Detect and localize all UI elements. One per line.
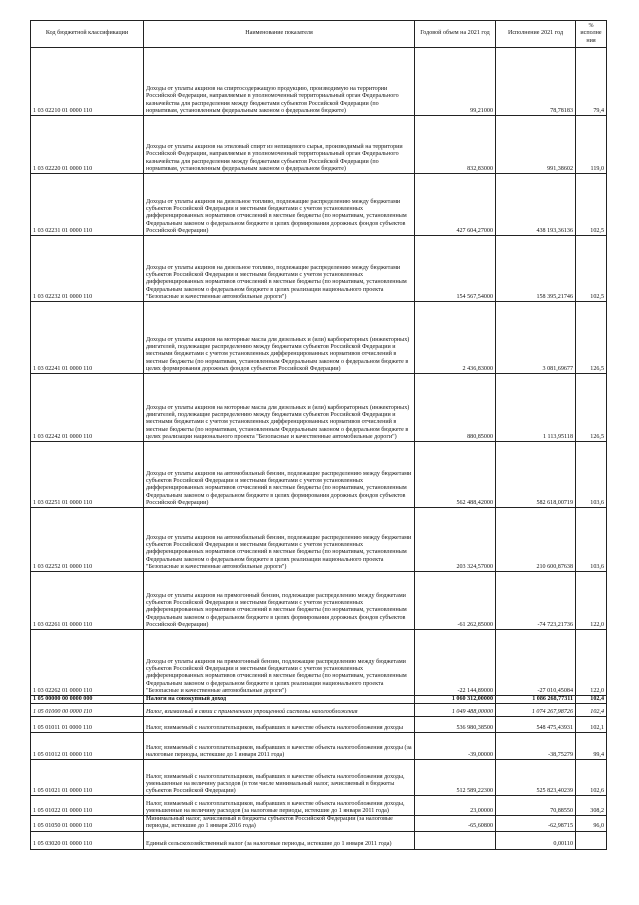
table-row <box>31 704 607 717</box>
cell-plan: 880,85000 <box>415 374 496 442</box>
cell-code: 1 03 02232 01 0000 110 <box>31 236 144 302</box>
cell-plan: 512 589,22300 <box>415 760 496 796</box>
cell-fact: 582 618,00719 <box>496 442 576 508</box>
cell-fact: 1 086 268,77311 <box>496 696 576 704</box>
cell-fact: -62,98715 <box>496 816 576 831</box>
cell-plan: 1 049 488,00000 <box>415 704 496 717</box>
table-row <box>31 442 607 508</box>
cell-percent <box>576 831 607 849</box>
table-row <box>31 796 607 816</box>
header-name: Наименование показателя <box>144 21 415 48</box>
cell-percent: 102,4 <box>576 704 607 717</box>
cell-percent: 308,2 <box>576 796 607 816</box>
cell-name: Доходы от уплаты акцизов на дизельное топливо, подлежащие распределению между бюджетами субъектов Российской Федерации и местными бюджетами с учетом установленных дифференцированных нормативов отчислений в местные бюджеты (по нормативам, установленным Федеральным законом о федеральном бюджете в целях реализации национального проекта "Безопасные и качественные автомобильные дороги") <box>144 236 415 302</box>
table-row <box>31 236 607 302</box>
cell-percent: 126,5 <box>576 374 607 442</box>
cell-plan: 427 604,27000 <box>415 174 496 236</box>
cell-percent: 103,6 <box>576 442 607 508</box>
cell-percent: 103,6 <box>576 508 607 572</box>
cell-code: 1 03 02210 01 0000 110 <box>31 48 144 116</box>
cell-fact: 158 395,21746 <box>496 236 576 302</box>
cell-name: Налоги на совокупный доход <box>144 696 415 704</box>
table-row <box>31 174 607 236</box>
cell-percent: 102,5 <box>576 236 607 302</box>
cell-name: Минимальный налог, зачисляемый в бюджеты субъектов Российской Федерации (за налоговые периоды, истекшие до 1 января 2016 года) <box>144 816 415 831</box>
cell-code: 1 05 01021 01 0000 110 <box>31 760 144 796</box>
cell-percent: 79,4 <box>576 48 607 116</box>
cell-plan: 203 324,57000 <box>415 508 496 572</box>
cell-code: 1 03 02252 01 0000 110 <box>31 508 144 572</box>
cell-code: 1 03 02220 01 0000 110 <box>31 116 144 174</box>
cell-code: 1 05 00000 00 0000 000 <box>31 696 144 704</box>
cell-fact: -27 010,45084 <box>496 630 576 696</box>
cell-fact: 210 600,87638 <box>496 508 576 572</box>
cell-percent: 99,4 <box>576 733 607 760</box>
cell-percent: 119,0 <box>576 116 607 174</box>
cell-plan: 536 980,38500 <box>415 717 496 733</box>
cell-code: 1 03 02251 01 0000 110 <box>31 442 144 508</box>
cell-code: 1 05 01011 01 0000 110 <box>31 717 144 733</box>
cell-plan: 1 060 312,00000 <box>415 696 496 704</box>
cell-code: 1 03 02261 01 0000 110 <box>31 572 144 630</box>
cell-percent: 122,0 <box>576 572 607 630</box>
cell-fact: 1 113,95118 <box>496 374 576 442</box>
cell-name: Доходы от уплаты акцизов на прямогонный бензин, подлежащие распределению между бюджетами субъектов Российской Федерации и местными бюджетами с учетом установленных дифференцированных нормативов отчислений в местные бюджеты (по нормативам, установленным Федеральным законом о федеральном бюджете в целях формирования дорожных фондов субъектов Российской Федерации) <box>144 572 415 630</box>
table-row <box>31 733 607 760</box>
cell-percent: 126,5 <box>576 302 607 374</box>
cell-name: Единый сельскохозяйственный налог (за налоговые периоды, истекшие до 1 января 2011 года) <box>144 831 415 849</box>
cell-name: Налог, взимаемый с налогоплательщиков, выбравших в качестве объекта налогообложения доходы <box>144 717 415 733</box>
header-percent: % исполне ния <box>576 21 607 48</box>
cell-fact: 3 081,69677 <box>496 302 576 374</box>
cell-name: Доходы от уплаты акцизов на прямогонный бензин, подлежащие распределению между бюджетами субъектов Российской Федерации и местными бюджетами с учетом установленных дифференцированных нормативов отчислений в местные бюджеты (по нормативам, установленным Федеральным законом о федеральном бюджете в целях реализации национального проекта "Безопасные и качественные автомобильные дороги") <box>144 630 415 696</box>
cell-name: Доходы от уплаты акцизов на моторные масла для дизельных и (или) карбюраторных (инжекторных) двигателей, подлежащие распределению между бюджетами субъектов Российской Федерации и местными бюджетами с учетом установленных дифференцированных нормативов отчислений в местные бюджеты (по нормативам, установленным Федеральным законом о федеральном бюджете в целях формирования дорожных фондов субъектов Российской Федерации) <box>144 302 415 374</box>
cell-name: Налог, взимаемый с налогоплательщиков, выбравших в качестве объекта налогообложения доходы, уменьшенные на величину расходов (за налоговые периоды, истекшие до 1 января 2011 года) <box>144 796 415 816</box>
cell-plan: 154 567,54000 <box>415 236 496 302</box>
table-row <box>31 717 607 733</box>
cell-code: 1 05 01050 01 0000 110 <box>31 816 144 831</box>
cell-name: Доходы от уплаты акцизов на дизельное топливо, подлежащие распределению между бюджетами субъектов Российской Федерации и местными бюджетами с учетом установленных дифференцированных нормативов отчислений в местные бюджеты (по нормативам, установленным Федеральным законом о федеральном бюджете в целях формирования дорожных фондов субъектов Российской Федерации) <box>144 174 415 236</box>
header-code: Код бюджетной классификации <box>31 21 144 48</box>
cell-fact: 70,88550 <box>496 796 576 816</box>
cell-plan: -39,00000 <box>415 733 496 760</box>
cell-code: 1 05 03020 01 0000 110 <box>31 831 144 849</box>
cell-code: 1 03 02241 01 0000 110 <box>31 302 144 374</box>
cell-code: 1 03 02242 01 0000 110 <box>31 374 144 442</box>
cell-fact: -74 723,21736 <box>496 572 576 630</box>
cell-percent: 102,5 <box>576 174 607 236</box>
cell-percent: 102,1 <box>576 717 607 733</box>
cell-plan: -22 144,89000 <box>415 630 496 696</box>
table-header-row <box>31 21 607 48</box>
cell-name: Налог, взимаемый с налогоплательщиков, выбравших в качестве объекта налогообложения доходы (за налоговые периоды, истекшие до 1 января 2011 года) <box>144 733 415 760</box>
table-row <box>31 302 607 374</box>
cell-code: 1 03 02231 01 0000 110 <box>31 174 144 236</box>
revenue-table <box>30 20 607 850</box>
cell-fact: 78,78183 <box>496 48 576 116</box>
table-row <box>31 116 607 174</box>
header-plan: Годовой объем на 2021 год <box>415 21 496 48</box>
cell-plan: 562 488,42000 <box>415 442 496 508</box>
cell-fact: 525 823,40239 <box>496 760 576 796</box>
cell-fact: 548 475,43931 <box>496 717 576 733</box>
cell-plan: -61 262,85000 <box>415 572 496 630</box>
cell-fact: 1 074 267,98726 <box>496 704 576 717</box>
cell-percent: 122,0 <box>576 630 607 696</box>
cell-fact: 438 193,36136 <box>496 174 576 236</box>
cell-name: Налог, взимаемый с налогоплательщиков, выбравших в качестве объекта налогообложения доходы, уменьшенные на величину расходов (в том числе минимальный налог, зачисляемый в бюджеты субъектов Российской Федерации) <box>144 760 415 796</box>
cell-code: 1 05 01000 00 0000 110 <box>31 704 144 717</box>
cell-code: 1 05 01022 01 0000 110 <box>31 796 144 816</box>
table-row <box>31 760 607 796</box>
cell-percent: 102,6 <box>576 760 607 796</box>
cell-fact: -38,75279 <box>496 733 576 760</box>
cell-plan: -65,60800 <box>415 816 496 831</box>
cell-percent: 102,4 <box>576 696 607 704</box>
cell-plan: 832,83000 <box>415 116 496 174</box>
table-row <box>31 630 607 696</box>
header-fact: Исполнение 2021 год <box>496 21 576 48</box>
table-row <box>31 374 607 442</box>
cell-plan: 23,00000 <box>415 796 496 816</box>
cell-name: Доходы от уплаты акцизов на этиловый спирт из непищевого сырья, производимый на территории Российской Федерации, направляемые в уполномоченный территориальный орган Федерального казначейства для распределения между бюджетами субъектов Российской Федерации (по нормативам, установленным федеральным законом о федеральном бюджете) <box>144 116 415 174</box>
cell-plan: 99,21000 <box>415 48 496 116</box>
cell-name: Доходы от уплаты акцизов на спиртосодержащую продукцию, производимую на территории Российской Федерации, направляемые в уполномоченный территориальный орган Федерального казначейства для распределения между бюджетами субъектов Российской Федерации (по нормативам, установленным федеральным законом о федеральном бюджете) <box>144 48 415 116</box>
cell-plan <box>415 831 496 849</box>
cell-plan: 2 436,83000 <box>415 302 496 374</box>
cell-code: 1 03 02262 01 0000 110 <box>31 630 144 696</box>
table-row <box>31 572 607 630</box>
cell-fact: 0,00110 <box>496 831 576 849</box>
table-row <box>31 508 607 572</box>
table-row <box>31 48 607 116</box>
cell-code: 1 05 01012 01 0000 110 <box>31 733 144 760</box>
table-row <box>31 816 607 831</box>
cell-percent: 96,0 <box>576 816 607 831</box>
cell-name: Налог, взимаемый в связи с применением упрощенной системы налогообложения <box>144 704 415 717</box>
cell-name: Доходы от уплаты акцизов на моторные масла для дизельных и (или) карбюраторных (инжекторных) двигателей, подлежащие распределению между бюджетами субъектов Российской Федерации и местными бюджетами с учетом установленных дифференцированных нормативов отчислений в местные бюджеты (по нормативам, установленным Федеральным законом о федеральном бюджете в целях реализации национального проекта "Безопасные и качественные автомобильные дороги") <box>144 374 415 442</box>
cell-fact: 991,38602 <box>496 116 576 174</box>
cell-name: Доходы от уплаты акцизов на автомобильный бензин, подлежащие распределению между бюджетами субъектов Российской Федерации и местными бюджетами с учетом установленных дифференцированных нормативов отчислений в местные бюджеты (по нормативам, установленным Федеральным законом о федеральном бюджете в целях формирования дорожных фондов субъектов Российской Федерации) <box>144 442 415 508</box>
table-row <box>31 831 607 849</box>
cell-name: Доходы от уплаты акцизов на автомобильный бензин, подлежащие распределению между бюджетами субъектов Российской Федерации и местными бюджетами с учетом установленных дифференцированных нормативов отчислений в местные бюджеты (по нормативам, установленным Федеральным законом о федеральном бюджете в целях реализации национального проекта "Безопасные и качественные автомобильные дороги") <box>144 508 415 572</box>
table-row <box>31 696 607 704</box>
